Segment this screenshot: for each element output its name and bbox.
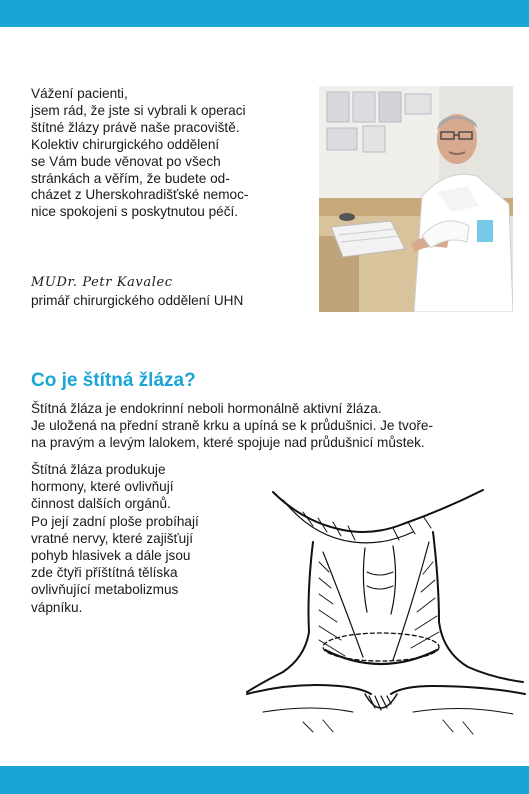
paragraph-line: pohyb hlasivek a dále jsou <box>31 548 191 564</box>
paragraph-line: vápníku. <box>31 599 83 615</box>
intro-line: nice spokojeni s poskytnutou péčí. <box>31 204 239 220</box>
bottom-accent-bar <box>0 766 529 794</box>
paragraph-line: Po její zadní ploše probíhají <box>31 513 199 529</box>
signature: MUDr. Petr Kavalec <box>31 275 173 290</box>
section-paragraph <box>31 400 521 451</box>
paragraph-line: Je uložená na přední straně krku a upíná se k průdušnici. Je tvoře- <box>31 418 433 433</box>
paragraph-line: hormony, které ovlivňují <box>31 479 174 495</box>
paragraph-line: ovlivňující metabolizmus <box>31 582 179 598</box>
intro-line: štítné žlázy právě naše pracoviště. <box>31 119 240 135</box>
paragraph-line: činnost dalších orgánů. <box>31 496 171 512</box>
paragraph-line: na pravým a levým lalokem, které spojuje nad průdušnicí můstek. <box>31 435 425 450</box>
intro-line: se Vám bude věnovat po všech <box>31 153 221 169</box>
paragraph-line: Štítná žláza je endokrinní neboli hormonálně aktivní žláza. <box>31 401 382 416</box>
doctor-photo <box>319 86 513 312</box>
author-position: primář chirurgického oddělení UHN <box>31 293 244 308</box>
neck-illustration <box>243 482 529 744</box>
side-paragraph <box>31 461 261 616</box>
intro-line: Kolektiv chirurgického oddělení <box>31 136 220 152</box>
intro-line: jsem rád, že jste si vybrali k operaci <box>31 102 246 118</box>
intro-line: stránkách a věřím, že budete od- <box>31 170 230 186</box>
intro-letter <box>31 86 301 221</box>
intro-line: cházet z Uherskohradišťské nemoc- <box>31 187 249 203</box>
paragraph-line: Štítná žláza produkuje <box>31 462 166 477</box>
section-title: Co je štítná žláza? <box>31 370 196 391</box>
top-accent-bar <box>0 0 529 27</box>
paragraph-line: vratné nervy, které zajišťují <box>31 530 193 546</box>
paragraph-line: zde čtyři příštítná tělíska <box>31 565 178 581</box>
intro-line: Vážení pacienti, <box>31 86 128 101</box>
